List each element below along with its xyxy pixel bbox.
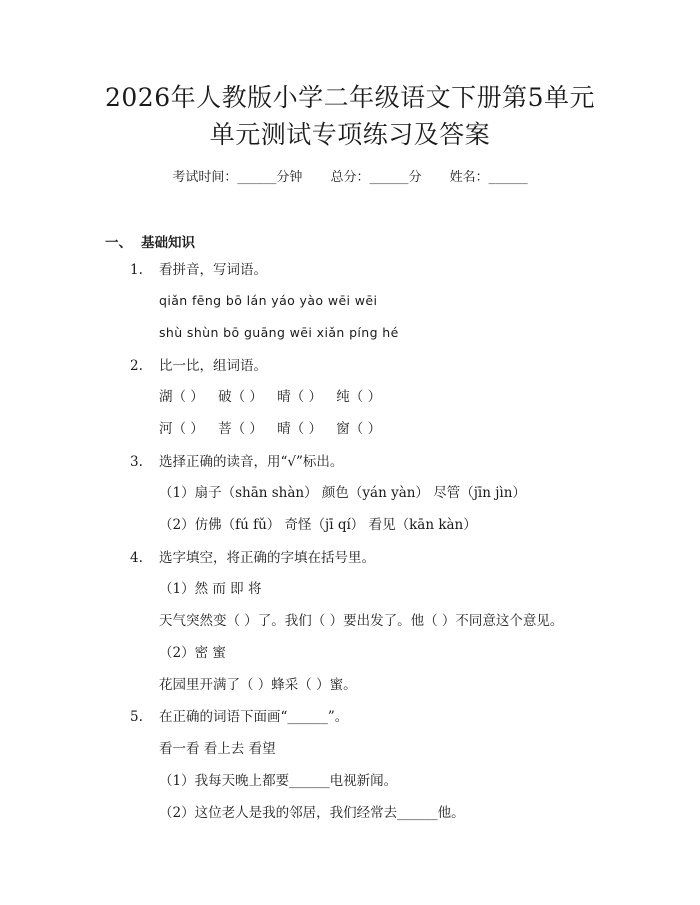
- word-row-1: [159, 388, 381, 406]
- section-number: 一、: [105, 235, 132, 251]
- word-item: 纯（ ）: [336, 389, 382, 405]
- question-3: [130, 453, 343, 471]
- student-name: 姓名：______: [449, 170, 528, 185]
- word-item: 晴（ ）: [277, 421, 322, 437]
- word-item: 窗（ ）: [336, 421, 382, 437]
- fill-sentence-2: 花园里开满了（ ）蜂采（ ）蜜。: [159, 677, 357, 693]
- blank-sentence-1: （1）我每天晚上都要______电视新闻。: [159, 773, 398, 789]
- document-title-line-2: 单元测试专项练习及答案: [209, 120, 491, 149]
- question-2: [130, 357, 267, 375]
- word-item: 湖（ ）: [159, 389, 204, 405]
- question-number: 4.: [130, 550, 143, 566]
- word-row-2: [159, 420, 381, 438]
- section-heading: [105, 231, 195, 251]
- question-5: [130, 708, 348, 726]
- word-item: 晴（ ）: [277, 389, 322, 405]
- question-1: [130, 261, 267, 279]
- total-score: 总分：______分: [330, 170, 422, 185]
- question-text: 比一比，组词语。: [159, 358, 267, 374]
- section-title: 基础知识: [141, 235, 195, 251]
- question-number: 1.: [130, 262, 143, 278]
- blank-sentence-2: （2）这位老人是我的邻居，我们经常去______他。: [159, 805, 465, 821]
- question-text: 看拼音，写词语。: [159, 262, 267, 278]
- question-number: 3.: [130, 454, 143, 470]
- document-title-line-1: 2026年人教版小学二年级语文下册第5单元: [104, 83, 596, 112]
- word-item: 河（ ）: [159, 421, 204, 437]
- word-item: 破（ ）: [218, 389, 263, 405]
- pinyin-line-1: qiǎn fēng bō lán yáo yào wēi wēi: [159, 293, 378, 308]
- exam-meta: [0, 169, 700, 187]
- option-line-2: （2）密 蜜: [159, 645, 226, 661]
- fill-sentence-1: 天气突然变（ ）了。我们（ ）要出发了。他（ ）不同意这个意见。: [159, 613, 564, 629]
- question-text: 选字填空，将正确的字填在括号里。: [159, 550, 375, 566]
- question-number: 5.: [130, 709, 143, 725]
- word-choices: 看一看 看上去 看望: [159, 741, 276, 757]
- pinyin-line-2: shù shùn bō guāng wēi xiǎn píng hé: [159, 325, 399, 340]
- reading-choice-line-2: （2）仿佛（fú fǔ） 奇怪（jī qí） 看见（kān kàn）: [159, 517, 477, 533]
- reading-choice-line-1: （1）扇子（shān shàn） 颜色（yán yàn） 尽管（jīn jìn）: [159, 485, 526, 501]
- question-4: [130, 549, 375, 567]
- option-line-1: （1）然 而 即 将: [159, 581, 262, 597]
- question-number: 2.: [130, 358, 143, 374]
- question-text: 选择正确的读音，用“√”标出。: [159, 454, 344, 470]
- word-item: 菩（ ）: [218, 421, 263, 437]
- exam-time: 考试时间：______分钟: [172, 170, 303, 185]
- question-text: 在正确的词语下面画“______”。: [159, 709, 349, 725]
